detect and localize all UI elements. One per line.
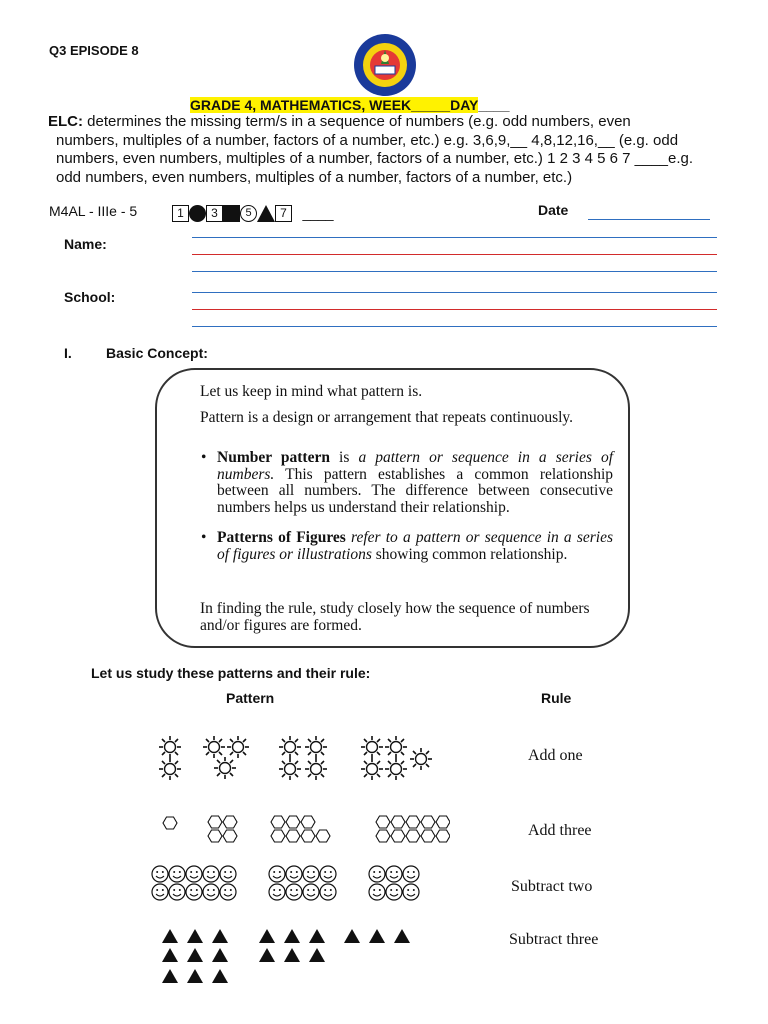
name-line-1[interactable] <box>192 237 717 238</box>
concept-intro: Let us keep in mind what pattern is. <box>200 383 423 400</box>
elc-text: ELC: determines the missing term/s in a sequence of numbers (e.g. odd numbers, even numbers, multiples of a number, factors of a number, etc.) e.g. 3,6,9,__ 4,8,12,16,__ (e.g. odd numbers, even numbers, multiples of a number, factors of a number, etc.) 1 2 3 4 5 6 7 ____e.g. odd numbers, even numbers, multiples of a number, factors of a number, etc.) <box>48 113 694 186</box>
rule-add-one: Add one <box>528 747 583 764</box>
filled-triangle-icon <box>257 205 275 222</box>
triangle-pattern <box>162 929 410 983</box>
competency-code: M4AL - IIIe - 5 <box>49 203 138 219</box>
filled-circle-icon <box>189 205 206 222</box>
deped-logo <box>345 32 425 98</box>
school-line-3[interactable] <box>192 326 717 327</box>
seq-blank: ____ <box>302 205 334 221</box>
concept-box <box>155 368 630 648</box>
name-line-2[interactable] <box>192 254 717 255</box>
seq-square-3: 3 <box>206 205 223 222</box>
smiley-pattern <box>152 866 419 900</box>
pattern-header: Pattern <box>226 690 275 706</box>
hexagon-pattern <box>163 816 450 842</box>
concept-closing: In finding the rule, study closely how the sequence of numbers and/or figures are formed. <box>200 600 590 634</box>
rule-subtract-three: Subtract three <box>509 931 599 948</box>
pattern-figures <box>150 730 450 1000</box>
sun-pattern <box>159 736 432 780</box>
date-label: Date <box>538 202 569 218</box>
filled-square-icon <box>223 205 240 222</box>
seq-circle-5: 5 <box>240 205 257 222</box>
seq-square-1: 1 <box>172 205 189 222</box>
rule-subtract-two: Subtract two <box>511 878 593 895</box>
episode-label: Q3 EPISODE 8 <box>49 43 139 58</box>
concept-definition: Pattern is a design or arrangement that repeats continuously. <box>200 409 574 426</box>
bullet-number-pattern: • Number pattern is a pattern or sequence in a series of numbers. This pattern establishes a common relationship between all numbers. The difference between consecutive numbers helps us understand their relationship. <box>217 450 613 516</box>
figure-sequence <box>172 205 334 225</box>
school-line-2[interactable] <box>192 309 717 310</box>
page-title: GRADE 4, MATHEMATICS, WEEK_____DAY____ <box>190 97 510 113</box>
name-label: Name: <box>64 236 107 252</box>
school-label: School: <box>64 289 116 305</box>
school-line-1[interactable] <box>192 292 717 293</box>
date-line[interactable] <box>588 219 710 220</box>
rule-header: Rule <box>541 690 572 706</box>
study-intro: Let us study these patterns and their rule: <box>91 665 371 681</box>
bullet-patterns-of-figures: • Patterns of Figures refer to a pattern or sequence in a series of figures or illustrations showing common relationship. <box>217 530 613 563</box>
section-number: I. <box>64 345 72 361</box>
name-line-3[interactable] <box>192 271 717 272</box>
rule-add-three: Add three <box>528 822 592 839</box>
section-title: Basic Concept: <box>106 345 208 361</box>
seq-square-7: 7 <box>275 205 292 222</box>
